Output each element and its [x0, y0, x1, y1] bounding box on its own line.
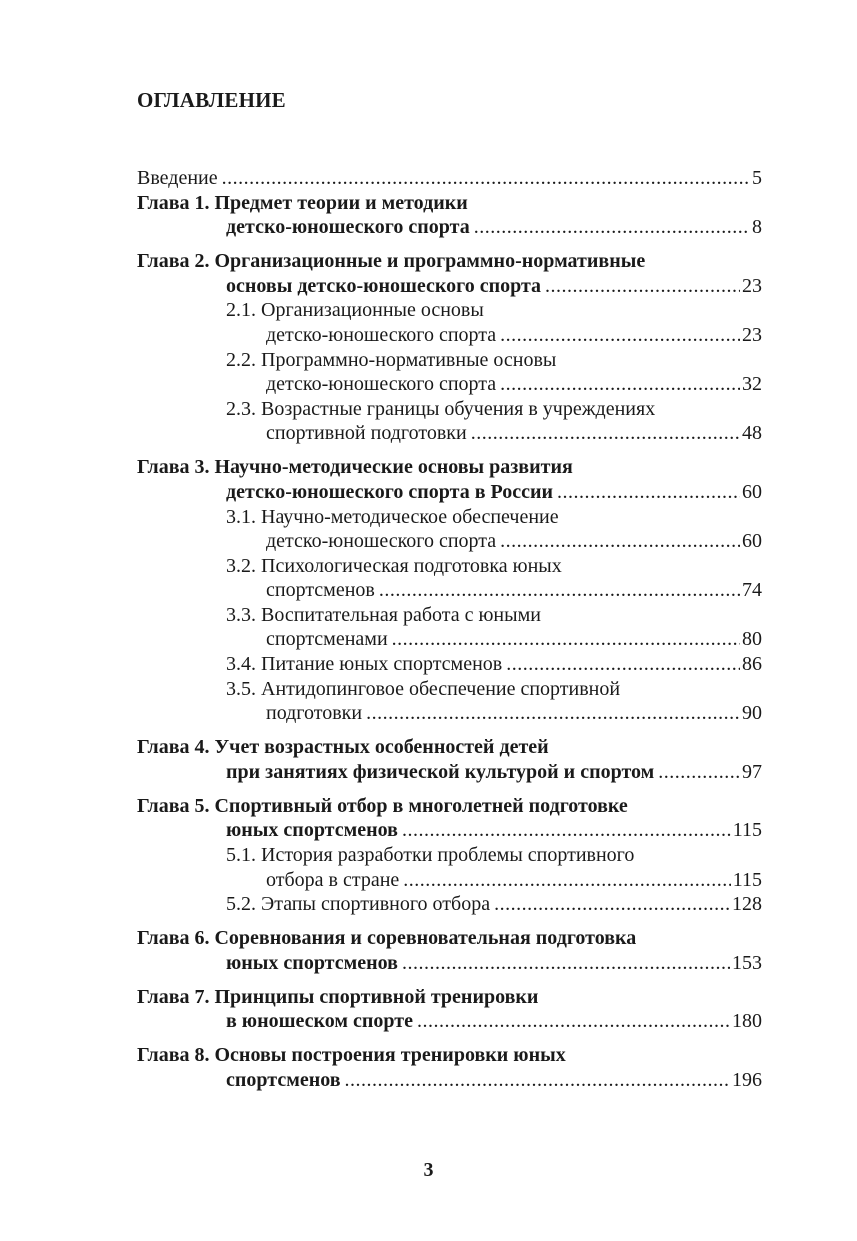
- dot-leader: [494, 892, 730, 917]
- toc-entry-title-cont: подготовки: [266, 702, 363, 725]
- toc-section-3-5: [137, 677, 762, 726]
- toc-entry-title-cont: при занятиях физической культурой и спортом: [226, 760, 655, 783]
- toc-chapter-6: [137, 926, 762, 975]
- toc-entry-title-cont: в юношеском спорте: [226, 1010, 413, 1033]
- dot-leader: [471, 421, 740, 446]
- toc-section-2-1: [137, 298, 762, 347]
- dot-leader: [417, 1009, 730, 1034]
- toc-entry-continuation: [137, 274, 762, 299]
- toc-entry-title: Глава 3. Научно-методические основы развития: [137, 456, 573, 479]
- toc-page-number: 23: [742, 274, 762, 297]
- toc-entry-title-cont: детско-юношеского спорта в России: [226, 480, 554, 503]
- toc-section-2-2: [137, 348, 762, 397]
- dot-leader: [500, 372, 740, 397]
- dot-leader: [366, 701, 740, 726]
- dot-leader: [379, 578, 740, 603]
- toc-page-number: 23: [742, 323, 762, 346]
- toc-entry-continuation: [137, 215, 762, 240]
- toc-page-number: 80: [742, 628, 762, 651]
- toc-entry-title: 5.2. Этапы спортивного отбора: [226, 893, 491, 916]
- toc-entry-continuation: [137, 1068, 762, 1093]
- toc-entry-title-cont: детско-юношеского спорта: [266, 323, 497, 346]
- toc-entry-title: 3.1. Научно-методическое обеспечение: [226, 505, 559, 528]
- toc-entry-intro: [137, 166, 762, 191]
- toc-entry-title-cont: спортсменов: [226, 1068, 341, 1091]
- toc-entry-title: 3.2. Психологическая подготовка юных: [226, 554, 562, 577]
- toc-entry-continuation: [137, 529, 762, 554]
- toc-entry-title: 2.1. Организационные основы: [226, 299, 484, 322]
- toc-chapter-8: [137, 1043, 762, 1092]
- dot-leader: [500, 323, 740, 348]
- toc-entry-title: Глава 6. Соревнования и соревновательная подготовка: [137, 927, 637, 950]
- toc-page-number: 86: [742, 653, 762, 676]
- dot-leader: [402, 951, 730, 976]
- toc-entry-continuation: [137, 480, 762, 505]
- toc-entry-title: Введение: [137, 167, 218, 189]
- toc-page-number: 8: [752, 216, 762, 239]
- table-of-contents: [137, 166, 762, 1093]
- toc-chapter-3: [137, 455, 762, 504]
- toc-entry-title-cont: юных спортсменов: [226, 951, 398, 974]
- dot-leader: [658, 760, 740, 785]
- dot-leader: [403, 868, 730, 893]
- toc-entry-title-cont: спортсменами: [266, 628, 388, 651]
- dot-leader: [545, 274, 740, 299]
- toc-entry-title: Глава 1. Предмет теории и методики: [137, 191, 468, 214]
- toc-entry-title: Глава 4. Учет возрастных особенностей детей: [137, 736, 549, 759]
- dot-leader: [345, 1068, 730, 1093]
- toc-page-number: 128: [732, 893, 762, 916]
- toc-page-number: 5: [752, 167, 762, 189]
- toc-section-3-2: [137, 554, 762, 603]
- toc-entry-title-cont: спортсменов: [266, 579, 375, 602]
- toc-entry-title-cont: детско-юношеского спорта: [226, 216, 470, 239]
- toc-entry-title: 3.4. Питание юных спортсменов: [226, 653, 503, 676]
- toc-section-2-3: [137, 397, 762, 446]
- toc-page-number: 115: [732, 819, 762, 842]
- toc-page-number: 180: [732, 1010, 762, 1033]
- toc-page-number: 153: [732, 951, 762, 974]
- toc-page-number: 48: [742, 422, 762, 445]
- toc-entry-continuation: [137, 868, 762, 893]
- toc-chapter-5: [137, 794, 762, 843]
- toc-section-3-3: [137, 603, 762, 652]
- dot-leader: [506, 652, 740, 677]
- toc-page-number: 60: [742, 480, 762, 503]
- toc-entry-continuation: [137, 627, 762, 652]
- dot-leader: [392, 627, 740, 652]
- toc-entry-continuation: [137, 578, 762, 603]
- toc-entry-title-cont: спортивной подготовки: [266, 422, 467, 445]
- toc-entry-continuation: [137, 701, 762, 726]
- toc-entry-continuation: [137, 760, 762, 785]
- dot-leader: [474, 215, 750, 240]
- page-number: 3: [423, 1159, 434, 1181]
- toc-page-number: 60: [742, 530, 762, 553]
- toc-entry-title: Глава 5. Спортивный отбор в многолетней подготовке: [137, 794, 628, 817]
- toc-page-number: 196: [732, 1068, 762, 1091]
- toc-chapter-4: [137, 735, 762, 784]
- toc-entry-title: Глава 2. Организационные и программно-нормативные: [137, 250, 646, 273]
- dot-leader: [402, 818, 731, 843]
- toc-page-number: 97: [742, 760, 762, 783]
- page-title: ОГЛАВЛЕНИЕ: [137, 88, 286, 112]
- toc-page-number: 90: [742, 702, 762, 725]
- toc-entry-title: Глава 7. Принципы спортивной тренировки: [137, 985, 539, 1008]
- toc-entry-title: 3.3. Воспитательная работа с юными: [226, 603, 541, 626]
- toc-chapter-1: [137, 191, 762, 240]
- toc-section-5-1: [137, 843, 762, 892]
- toc-entry-title: 2.2. Программно-нормативные основы: [226, 348, 557, 371]
- toc-entry-continuation: [137, 421, 762, 446]
- toc-entry-title: Глава 8. Основы построения тренировки юных: [137, 1044, 566, 1067]
- toc-entry-title-cont: детско-юношеского спорта: [266, 530, 497, 553]
- toc-entry-title: 5.1. История разработки проблемы спортивного: [226, 844, 635, 866]
- toc-chapter-7: [137, 985, 762, 1034]
- toc-entry-title: 3.5. Антидопинговое обеспечение спортивной: [226, 677, 621, 700]
- toc-section-5-2: [137, 892, 762, 917]
- toc-page-number: 115: [732, 868, 762, 891]
- toc-entry-title: 2.3. Возрастные границы обучения в учреждениях: [226, 397, 656, 420]
- toc-entry-continuation: [137, 323, 762, 348]
- dot-leader: [557, 480, 740, 505]
- toc-entry-continuation: [137, 951, 762, 976]
- toc-entry-continuation: [137, 818, 762, 843]
- toc-entry-title-cont: детско-юношеского спорта: [266, 373, 497, 396]
- toc-entry-title-cont: отбора в стране: [266, 868, 400, 891]
- toc-entry-title-cont: юных спортсменов: [226, 819, 398, 842]
- dot-leader: [500, 529, 740, 554]
- dot-leader: [222, 166, 750, 191]
- toc-entry-continuation: [137, 372, 762, 397]
- toc-page-number: 32: [742, 373, 762, 396]
- toc-page-number: 74: [742, 579, 762, 602]
- toc-entry-title-cont: основы детско-юношеского спорта: [226, 274, 542, 297]
- toc-section-3-4: [137, 652, 762, 677]
- toc-chapter-2: [137, 249, 762, 298]
- toc-section-3-1: [137, 505, 762, 554]
- toc-entry-continuation: [137, 1009, 762, 1034]
